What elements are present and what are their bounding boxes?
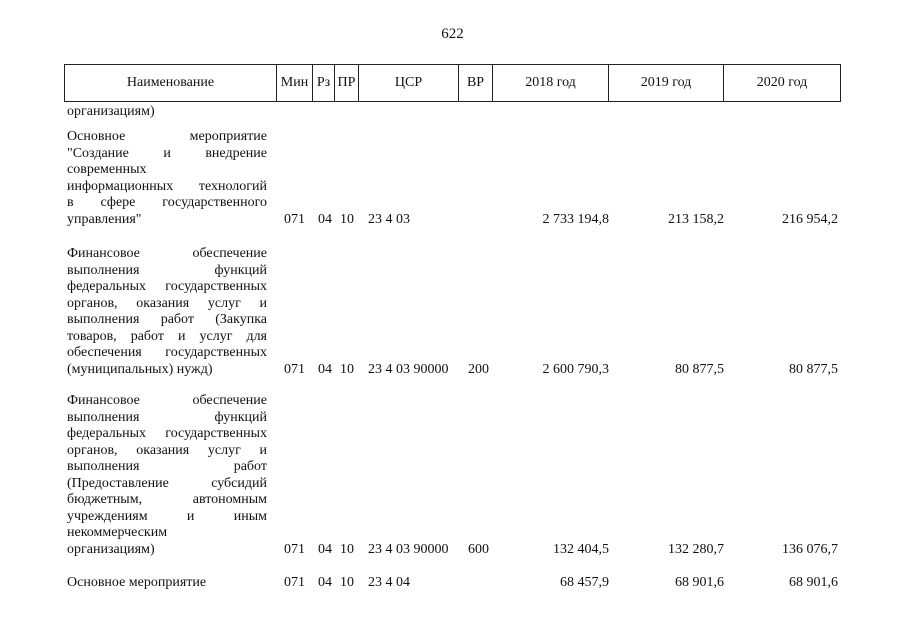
row-name-line: Финансовое обеспечение [67, 393, 267, 408]
table-header [64, 64, 841, 102]
cell-y2020: 136 076,7 [782, 541, 838, 557]
row-name-line: органов, оказания услуг и [67, 442, 267, 458]
cell-rz: 04 [318, 575, 332, 590]
header-vr: ВР [459, 65, 493, 102]
cell-rz: 04 [318, 211, 332, 227]
cell-min: 071 [284, 575, 305, 590]
row-name-line: выполнения функций [67, 409, 267, 425]
header-csr: ЦСР [359, 65, 459, 102]
cell-y2019: 68 901,6 [675, 575, 724, 590]
row-name-line: федеральных государственных [67, 426, 267, 441]
row-name-line: выполнения работ (Закупка [67, 312, 267, 327]
cell-y2018: 68 457,9 [560, 575, 609, 590]
header-min: Мин [277, 65, 313, 102]
row-name-line: организациям) [67, 541, 155, 557]
cell-csr: 23 4 03 90000 [368, 541, 449, 557]
row-name-line: в сфере государственного [67, 195, 267, 210]
cell-csr: 23 4 04 [368, 575, 410, 590]
row-name [67, 246, 267, 378]
cell-min: 071 [284, 361, 305, 377]
header-rz: Рз [313, 65, 335, 102]
row-name-line: Финансовое обеспечение [67, 246, 267, 261]
row-name-line: выполнения функций [67, 262, 267, 278]
cell-y2018: 132 404,5 [553, 541, 609, 557]
cell-y2018: 2 733 194,8 [542, 211, 609, 227]
header-2018: 2018 год [493, 65, 609, 102]
row-name-line: выполнения работ [67, 459, 267, 474]
header-2020: 2020 год [724, 65, 841, 102]
row-name-line: организациям) [67, 104, 155, 119]
row-name-line: информационных технологий [67, 178, 267, 194]
cell-pr: 10 [340, 575, 354, 590]
row-name-line: некоммерческим [67, 525, 168, 540]
cell-y2018: 2 600 790,3 [542, 361, 609, 377]
row-name [67, 575, 267, 592]
cell-min: 071 [284, 541, 305, 557]
row-name-line: Основное мероприятие [67, 575, 207, 590]
cell-y2020: 80 877,5 [789, 361, 838, 377]
row-name-line: Основное мероприятие [67, 129, 267, 144]
row-name-line: управления" [67, 211, 142, 227]
cell-min: 071 [284, 211, 305, 227]
cell-vr: 600 [468, 541, 489, 557]
row-name-line: бюджетным, автономным [67, 492, 267, 507]
cell-csr: 23 4 03 90000 [368, 361, 449, 377]
cell-y2019: 132 280,7 [668, 541, 724, 557]
row-name [67, 129, 267, 228]
row-name-line: "Создание и внедрение [67, 145, 267, 161]
cell-csr: 23 4 03 [368, 211, 410, 227]
row-name [67, 104, 267, 121]
cell-y2020: 216 954,2 [782, 211, 838, 227]
cell-pr: 10 [340, 541, 354, 557]
cell-vr: 200 [468, 361, 489, 377]
cell-y2020: 68 901,6 [789, 575, 838, 590]
page-number: 622 [441, 26, 464, 42]
cell-y2019: 80 877,5 [675, 361, 724, 377]
row-name-line: (Предоставление субсидий [67, 475, 267, 491]
cell-y2019: 213 158,2 [668, 211, 724, 227]
cell-rz: 04 [318, 541, 332, 557]
row-name-line: обеспечения государственных [67, 345, 267, 360]
header-pr: ПР [335, 65, 359, 102]
row-name-line: федеральных государственных [67, 279, 267, 294]
row-name-line: современных [67, 162, 147, 177]
cell-pr: 10 [340, 211, 354, 227]
cell-pr: 10 [340, 361, 354, 377]
row-name-line: учреждениям и иным [67, 508, 267, 524]
row-name-line: органов, оказания услуг и [67, 295, 267, 311]
row-name-line: товаров, работ и услуг для [67, 328, 267, 344]
cell-rz: 04 [318, 361, 332, 377]
header-2019: 2019 год [609, 65, 724, 102]
row-name-line: (муниципальных) нужд) [67, 361, 213, 377]
row-name [67, 393, 267, 558]
header-name: Наименование [65, 65, 277, 102]
